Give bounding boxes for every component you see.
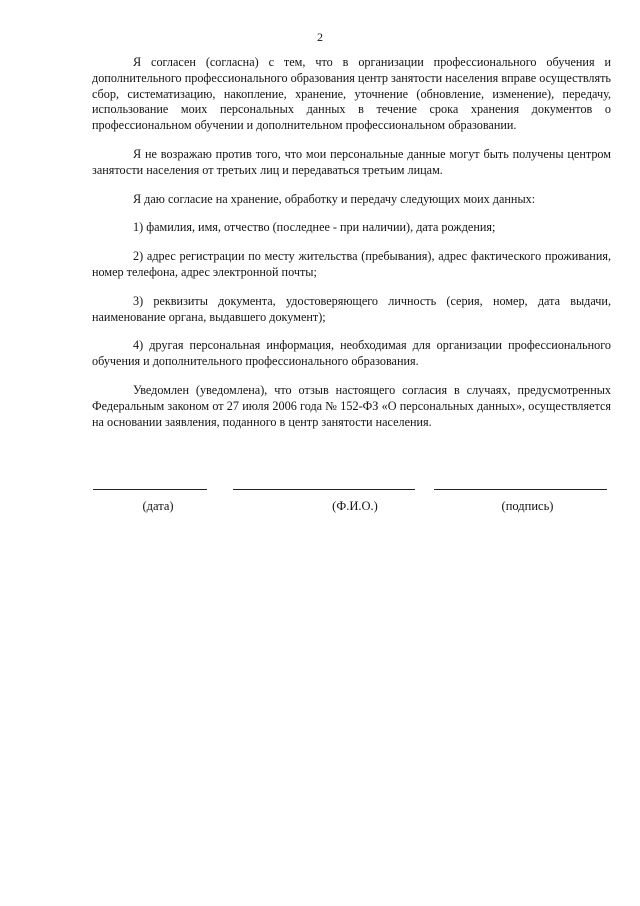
document-body (92, 55, 611, 443)
third-party-paragraph: Я не возражаю против того, что мои персональные данные могут быть получены центром занятости населения от третьих лиц и передаваться третьим лицам. (92, 146, 611, 177)
data-list-intro: Я даю согласие на хранение, обработку и передачу следующих моих данных: (133, 191, 536, 206)
date-line (93, 489, 207, 490)
data-item-1: 1) фамилия, имя, отчество (последнее - при наличии), дата рождения; (133, 220, 496, 235)
data-item-2: 2) адрес регистрации по месту жительства (пребывания), адрес фактического проживания, номер телефона, адрес электронной почты; (92, 249, 611, 279)
consent-processing-paragraph: Я согласен (согласна) с тем, что в организации профессионального обучения и дополнительного профессионального образования центр занятости населения вправе осуществлять сбор, систематизацию, накопление, хранение, уточнение (обновление, изменение), передачу, использование моих персональных данных в течение срока хранения документов о профессиональном обучении и дополнительном профессиональном образовании. (92, 55, 611, 133)
data-item-3: 3) реквизиты документа, удостоверяющего личность (серия, номер, дата выдачи, наименование органа, выдавшего документ); (92, 293, 611, 324)
signature-line (434, 489, 607, 490)
page-number: 2 (317, 30, 323, 44)
full-name-line (233, 489, 415, 490)
signature-block (0, 481, 640, 521)
date-label: (дата) (142, 499, 174, 513)
data-item-4: 4) другая персональная информация, необходимая для организации профессионального обучения и дополнительного профессионального образования. (92, 338, 611, 369)
withdrawal-notice-paragraph: Уведомлен (уведомлена), что отзыв настоящего согласия в случаях, предусмотренных Федеральным законом от 27 июля 2006 года № 152-ФЗ «О персональных данных», осуществляется на основании заявления, поданного в центр занятости населения. (92, 382, 611, 429)
full-name-label: (Ф.И.О.) (332, 499, 378, 513)
signature-label: (подпись) (501, 499, 554, 513)
